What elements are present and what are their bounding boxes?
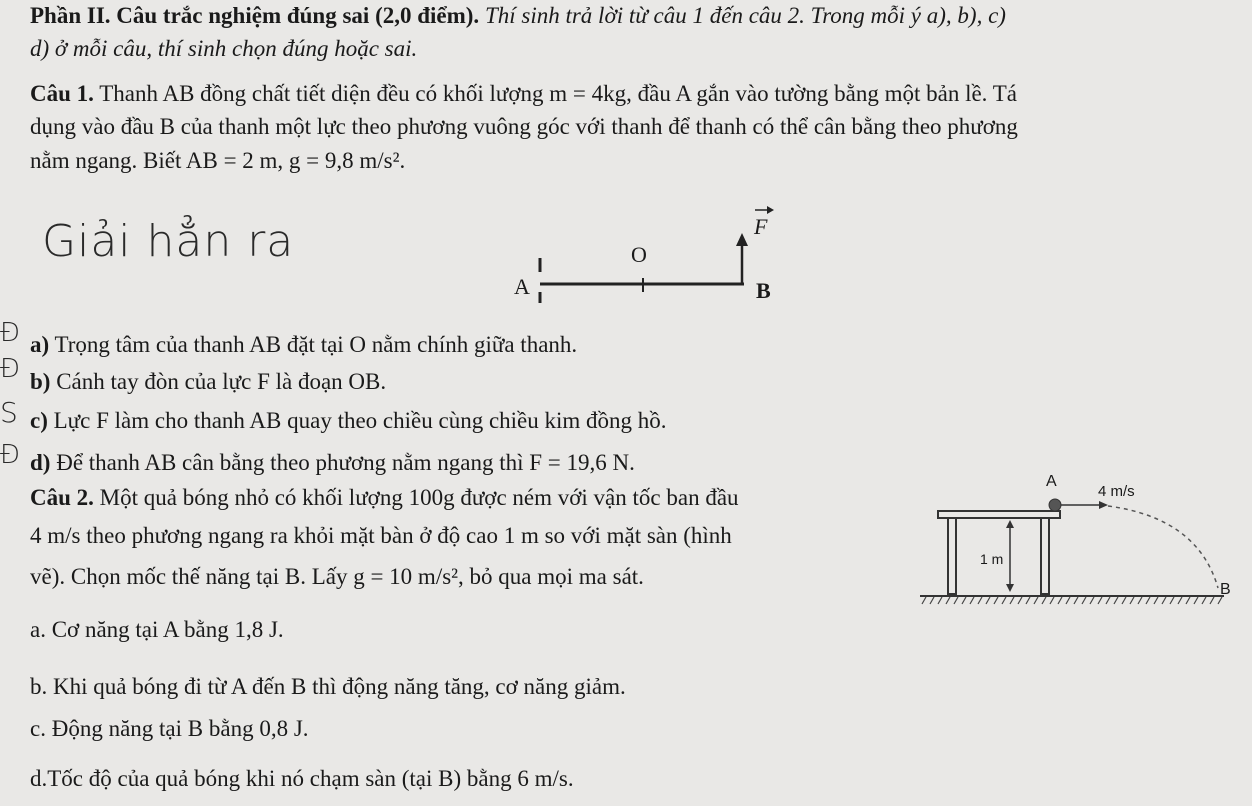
label-o: O [631, 242, 647, 267]
lever-diagram [490, 200, 810, 320]
q2-line-1 [30, 484, 739, 512]
option-d-text: Để thanh AB cân bằng theo phương nằm ngang thì F = 19,6 N. [50, 450, 635, 475]
q2-option-c: c. Động năng tại B bằng 0,8 J. [30, 716, 309, 741]
q1-option-a [30, 331, 577, 359]
velocity-label: 4 m/s [1098, 483, 1135, 500]
q1-line-3: nằm ngang. Biết AB = 2 m, g = 9,8 m/s². [30, 148, 406, 173]
velocity-arrow-head [1099, 501, 1108, 509]
q2-label: Câu 2. [30, 485, 94, 510]
height-label: 1 m [980, 551, 1004, 567]
handwritten-note: Giải hẳn ra [42, 216, 295, 267]
q2-option-d: d.Tốc độ của quả bóng khi nó chạm sàn (tại B) bằng 6 m/s. [30, 766, 574, 791]
section-heading-bold: Phần II. Câu trắc nghiệm đúng sai (2,0 điểm). [30, 3, 480, 28]
q2-option-b: b. Khi quả bóng đi từ A đến B thì động năng tăng, cơ năng giảm. [30, 674, 626, 699]
answer-mark-c: S [0, 396, 18, 429]
label-a-point: A [1046, 473, 1057, 490]
height-arrow-top [1006, 520, 1014, 528]
option-b-label: b) [30, 369, 51, 394]
table-leg-left [948, 518, 956, 594]
answer-mark-a: Đ [0, 318, 21, 348]
option-c-label: c) [30, 408, 48, 433]
answer-mark-d: Đ [0, 440, 21, 470]
trajectory [1108, 506, 1218, 588]
q1-line-2: dụng vào đầu B của thanh một lực theo phương vuông góc với thanh để thanh có thể cân bằng theo phương [30, 114, 1018, 139]
force-arrow-head [736, 233, 748, 246]
ground-hatching [922, 597, 1222, 604]
option-b-text: Cánh tay đòn của lực F là đoạn OB. [50, 369, 387, 394]
section-heading-instructions: Thí sinh trả lời từ câu 1 đến câu 2. Trong mỗi ý a), b), c) [479, 3, 1006, 28]
option-a-label: a) [30, 332, 50, 357]
label-a: A [514, 274, 530, 299]
q1-option-c [30, 407, 667, 435]
label-b: B [756, 278, 771, 303]
q2-line-2: 4 m/s theo phương ngang ra khỏi mặt bàn ở độ cao 1 m so với mặt sàn (hình [30, 523, 732, 548]
projectile-figure [918, 470, 1238, 620]
option-a-text: Trọng tâm của thanh AB đặt tại O nằm chính giữa thanh. [49, 332, 578, 357]
ball [1049, 499, 1061, 511]
section-heading-instructions-2: d) ở mỗi câu, thí sinh chọn đúng hoặc sai. [30, 36, 418, 61]
q1-text-1: Thanh AB đồng chất tiết diện đều có khối lượng m = 4kg, đầu A gắn vào tường bằng một bản lề. Tá [93, 81, 1018, 106]
answer-mark-b: Đ [0, 354, 21, 384]
height-arrow-bottom [1006, 584, 1014, 592]
table-top [938, 511, 1060, 518]
label-f: F [754, 214, 768, 239]
section-heading [30, 2, 1006, 30]
option-d-label: d) [30, 450, 51, 475]
q2-text-1: Một quả bóng nhỏ có khối lượng 100g được ném với vận tốc ban đầu [93, 485, 739, 510]
table-leg-right [1041, 518, 1049, 594]
q2-line-3: vẽ). Chọn mốc thế năng tại B. Lấy g = 10 m/s², bỏ qua mọi ma sát. [30, 564, 644, 589]
q1-option-b [30, 368, 386, 396]
q1-label: Câu 1. [30, 81, 94, 106]
label-b-point: B [1220, 581, 1231, 598]
vector-arrow-head [767, 206, 774, 214]
q2-option-a: a. Cơ năng tại A bằng 1,8 J. [30, 617, 284, 642]
q1-option-d [30, 449, 635, 477]
option-c-text: Lực F làm cho thanh AB quay theo chiều cùng chiều kim đồng hồ. [47, 408, 667, 433]
q1-line-1 [30, 80, 1017, 108]
